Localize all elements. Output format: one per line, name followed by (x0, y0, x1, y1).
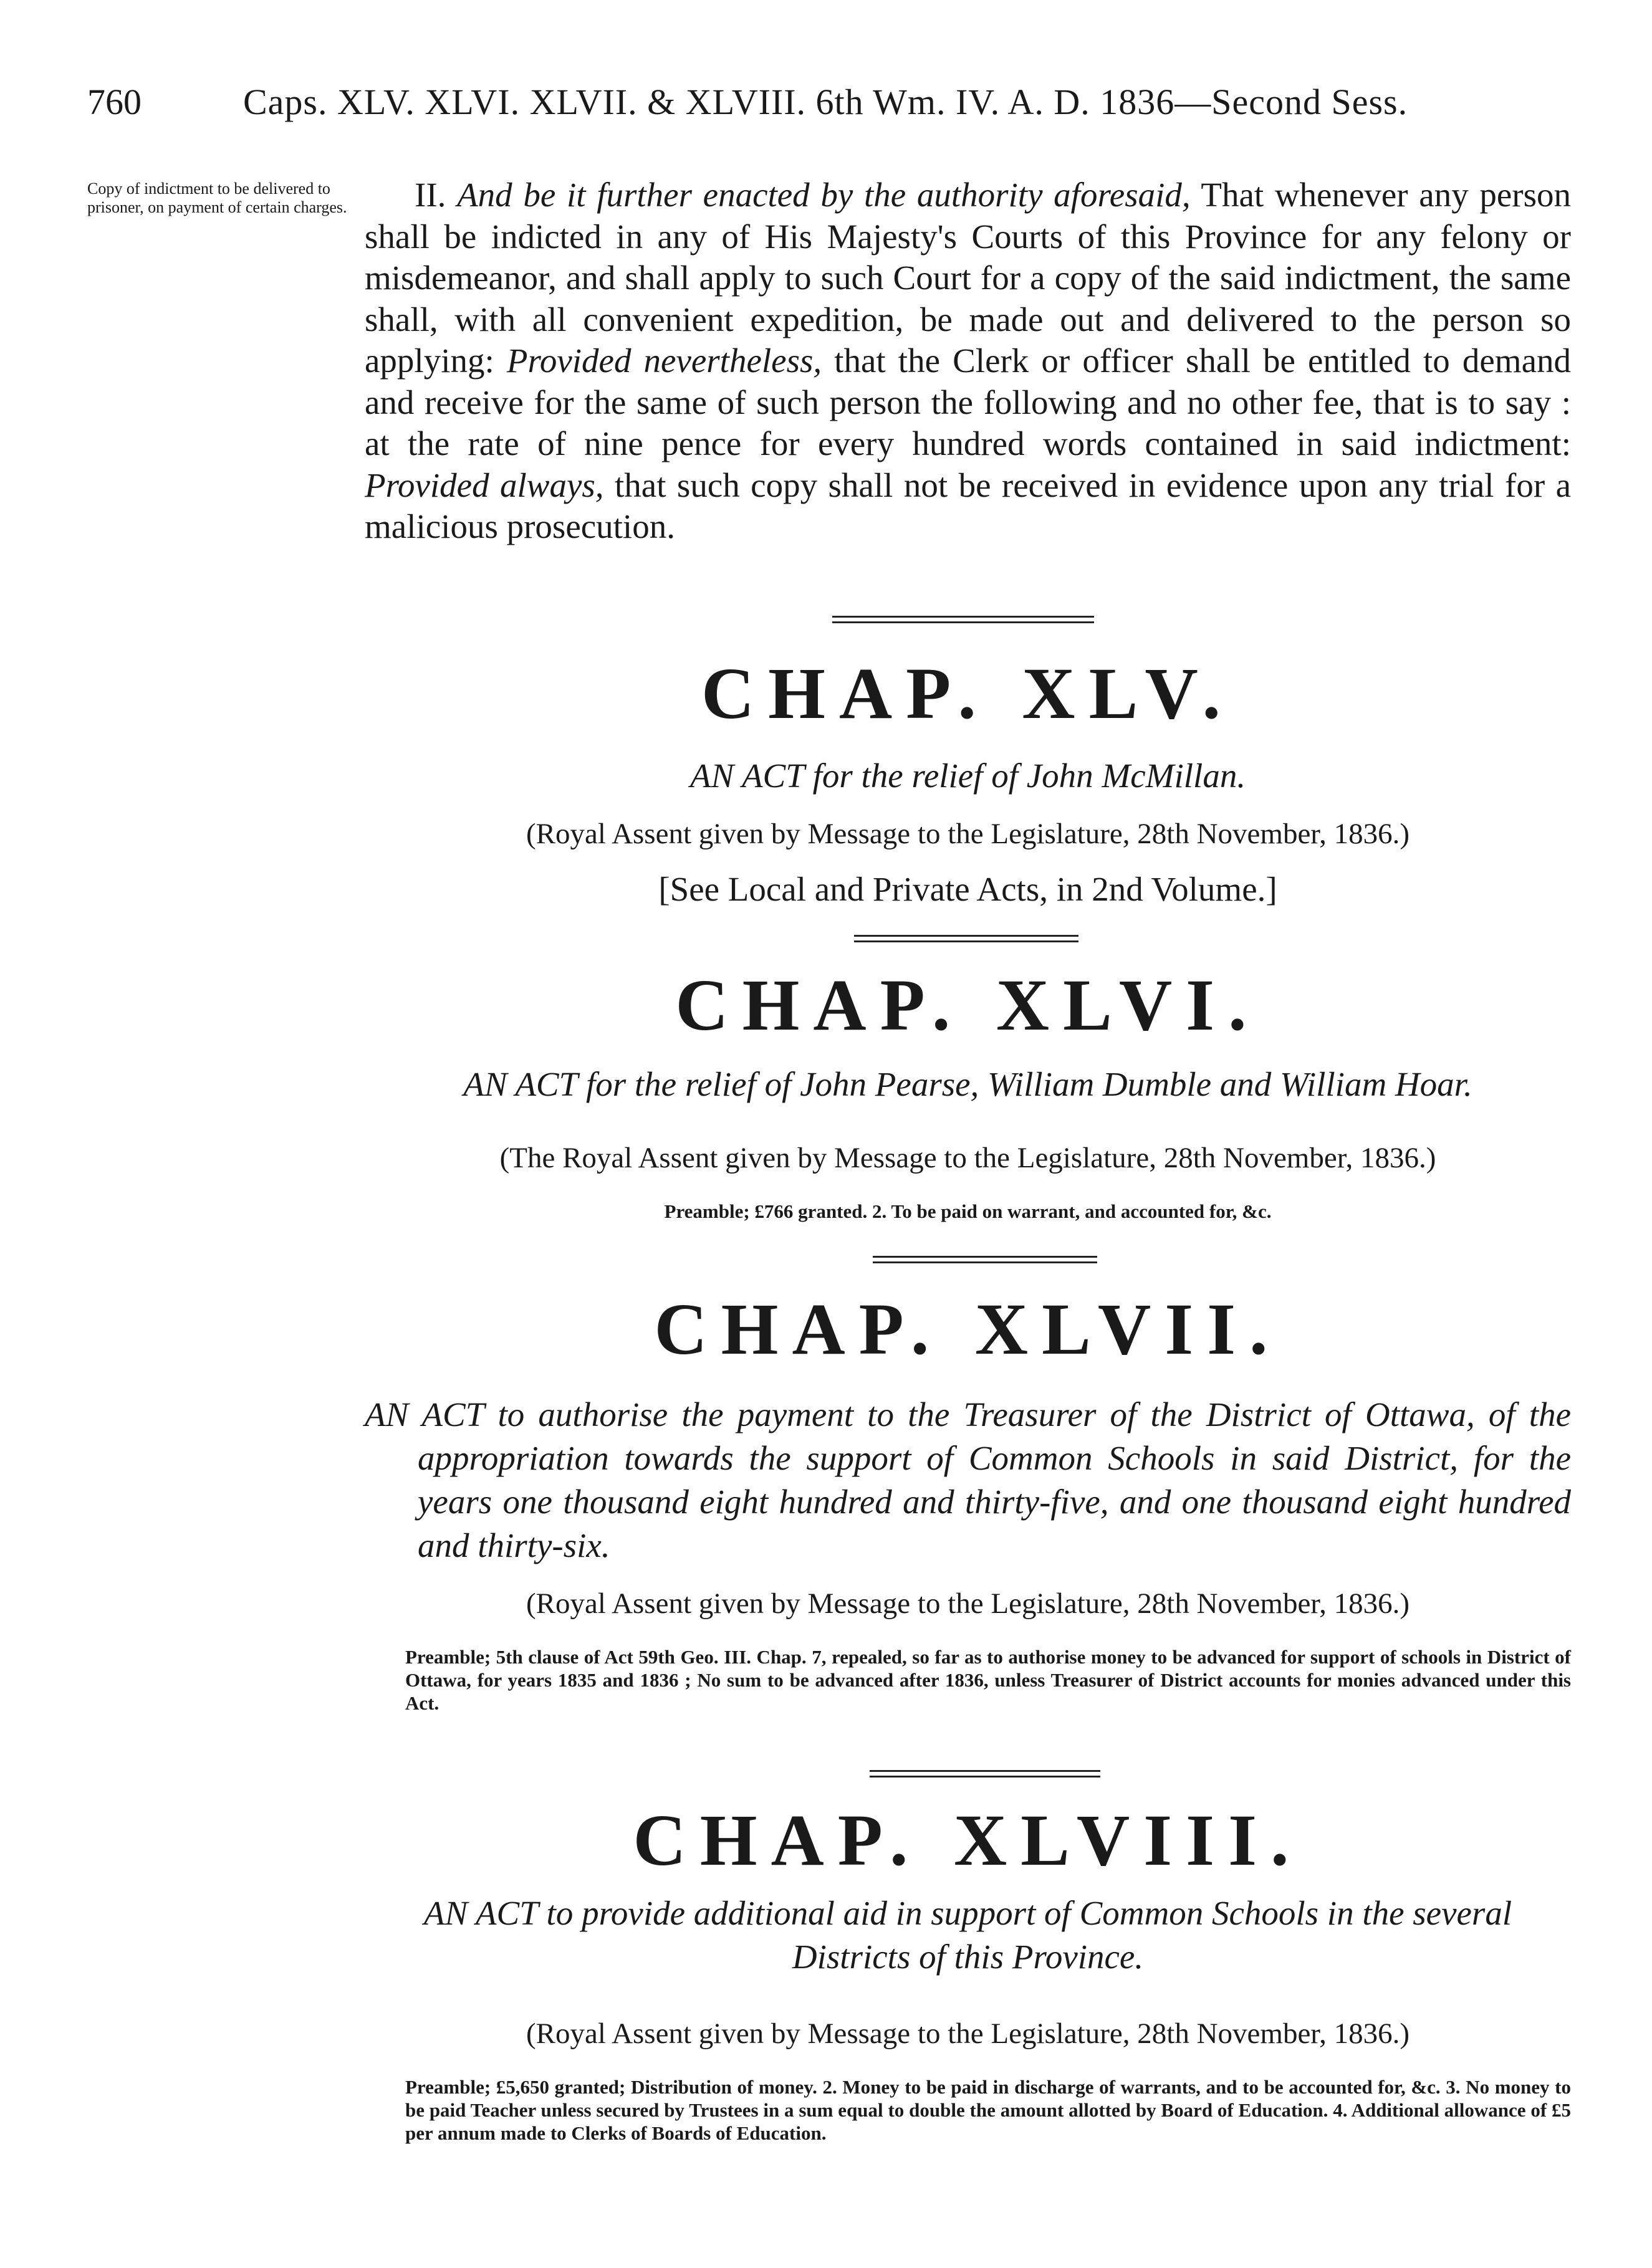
act-title-xlv: AN ACT for the relief of John McMillan. (689, 757, 1246, 795)
section-ii-paragraph (365, 175, 1571, 548)
page-header (87, 81, 1571, 137)
ornament-rule (873, 1256, 1097, 1265)
chapter-heading-xlviii: CHAP. XLVIII. (633, 1799, 1303, 1881)
running-head: Caps. XLV. XLVI. XLVII. & XLVIII. 6th Wm. IV. A. D. 1836—Second Sess. (243, 82, 1408, 122)
page-number: 760 (87, 82, 142, 122)
proviso-2: Provided always, (365, 466, 604, 504)
royal-assent-xlvii: (Royal Assent given by Message to the Legislature, 28th November, 1836.) (526, 1587, 1409, 1620)
act-title-xlvi: AN ACT for the relief of John Pearse, William Dumble and William Hoar. (463, 1065, 1472, 1103)
royal-assent-xlvi: (The Royal Assent given by Message to the Legislature, 28th November, 1836.) (499, 1142, 1436, 1174)
ornament-rule (832, 616, 1094, 624)
chapter-heading-xlvi: CHAP. XLVI. (675, 964, 1261, 1046)
act-title-xlvii: AN ACT to authorise the payment to the Treasurer of the District of Ottawa, of the appropriation towards the support of Common Schools in said District, for the years one thousand eight hundred and thirty-five, and one thousand eight hundred and thirty-six. (365, 1395, 1571, 1564)
ornament-rule (854, 935, 1078, 944)
see-note-xlv: [See Local and Private Acts, in 2nd Volume.] (658, 870, 1277, 908)
section-text-2: that the Clerk or officer shall be entitled to demand and receive for the same of such person the following and no other fee, that is to say : at the rate of nine pence for every hundred words contained in said indictment: (365, 342, 1571, 462)
section-ii-text (365, 175, 1571, 548)
chapter-heading-xlvii: CHAP. XLVII. (654, 1288, 1282, 1370)
royal-assent-xlv: (Royal Assent given by Message to the Legislature, 28th November, 1836.) (526, 818, 1409, 850)
royal-assent-xlviii: (Royal Assent given by Message to the Legislature, 28th November, 1836.) (526, 2017, 1409, 2050)
section-text-3: that such copy shall not be received in evidence upon any trial for a malicious prosecution. (365, 466, 1572, 545)
act-title-xlviii: AN ACT to provide additional aid in support of Common Schools in the several Districts of this Province. (423, 1894, 1512, 1976)
summary-xlvi: Preamble; £766 granted. 2. To be paid on warrant, and accounted for, &c. (664, 1200, 1272, 1222)
section-number: II. (415, 176, 446, 214)
enacting-clause: And be it further enacted by the authority aforesaid, (457, 176, 1191, 214)
summary-xlvii: Preamble; 5th clause of Act 59th Geo. III. Chap. 7, repealed, so far as to authorise money to be advanced for support of schools in District of Ottawa, for years 1835 and 1836 ; No sum to be advanced after 1836, unless Treasurer of District accounts for monies advanced under this Act. (405, 1646, 1571, 1714)
ornament-rule (870, 1770, 1100, 1779)
section-text-1: That whenever any person shall be indicted in any of His Majesty's Courts of this Province for any felony or misdemeanor, and shall apply to such Court for a copy of the said indictment, the same shall, with all convenient expedition, be made out and delivered to the person so applying: (365, 176, 1572, 380)
margin-note: Copy of indictment to be delivered to prisoner, on payment of certain charges. (87, 179, 347, 216)
chapter-heading-xlv: CHAP. XLV. (701, 653, 1235, 734)
proviso-1: Provided nevertheless, (506, 342, 822, 380)
summary-xlviii: Preamble; £5,650 granted; Distribution of money. 2. Money to be paid in discharge of warrants, and to be accounted for, &c. 3. No money to be paid Teacher unless secured by Trustees in a sum equal to double the amount allotted by Board of Education. 4. Additional allowance of £5 per annum made to Clerks of Boards of Education. (405, 2076, 1571, 2144)
